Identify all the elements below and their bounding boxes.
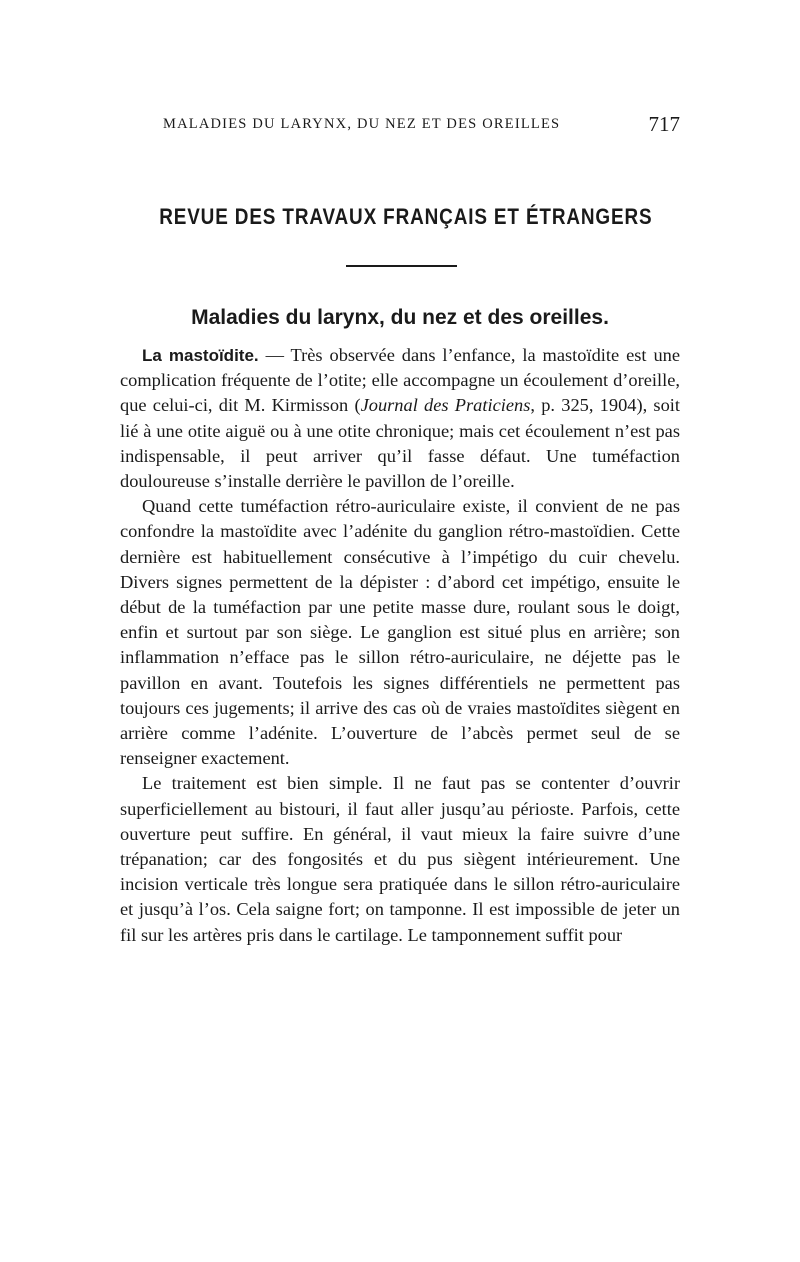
subheading: Maladies du larynx, du nez et des oreilles. bbox=[191, 306, 609, 329]
running-title: MALADIES DU LARYNX, DU NEZ ET DES OREILLES bbox=[163, 116, 561, 132]
running-header bbox=[163, 114, 680, 140]
journal-title: Journal des Praticiens bbox=[360, 395, 531, 416]
paragraph-3: Le traitement est bien simple. Il ne faut pas se contenter d’ouvrir superficiellement au bistouri, il faut aller jusqu’au périoste. Parfois, cette ouverture peut suffire. En général, il vaut mieux la faire suivre d’une trépanation; car des fongosités et du pus siègent intérieurement. Une incision verticale très longue sera pratiquée dans le sillon rétro-auriculaire et jusqu’à l’os. Cela saigne fort; on tamponne. Il est impossible de jeter un fil sur les artères pris dans le cartilage. Le tamponnement suffit pour bbox=[120, 773, 680, 945]
paragraph-1-part-a: — Très observée dans l’enfance, la mastoïdite est une complication fréquente de l’otite; elle accompagne un écoulement d’oreille, que celui-ci, dit M. Kirmisson ( bbox=[120, 345, 680, 416]
article-lead: La mastoïdite. bbox=[142, 346, 259, 365]
paragraph-1-part-b: , p. 325, 1904), soit lié à une otite aiguë ou à une otite chronique; mais cet écoulement n’est pas indispensable, il peut arriver qu’il fasse défaut. Une tuméfaction douloureuse s’installe derrière le pavillon de l’oreille. bbox=[120, 395, 680, 492]
section-title: REVUE DES TRAVAUX FRANÇAIS ET ÉTRANGERS bbox=[159, 204, 653, 229]
paragraph-1 bbox=[120, 343, 680, 494]
section-divider bbox=[346, 265, 457, 267]
paragraph-2: Quand cette tuméfaction rétro-auriculaire existe, il convient de ne pas confondre la mastoïdite avec l’adénite du ganglion rétro-mastoïdien. Cette dernière est habituellement consécutive à l’impétigo du cuir chevelu. Divers signes permettent de la dépister : d’abord cet impétigo, ensuite le début de la tuméfaction par une petite masse dure, roulant sous le doigt, enfin et surtout par son siège. Le ganglion est situé plus en arrière; son inflammation n’efface pas le sillon rétro-auriculaire, ne déjette pas le pavillon en avant. Toutefois les signes différentiels ne permettent pas toujours ces jugements; il arrive des cas où de vraies mastoïdites siègent en arrière comme l’adénite. L’ouverture de l’abcès permet seul de se renseigner exactement. bbox=[120, 496, 680, 769]
article-body bbox=[120, 343, 680, 948]
page-number: 717 bbox=[648, 112, 680, 136]
